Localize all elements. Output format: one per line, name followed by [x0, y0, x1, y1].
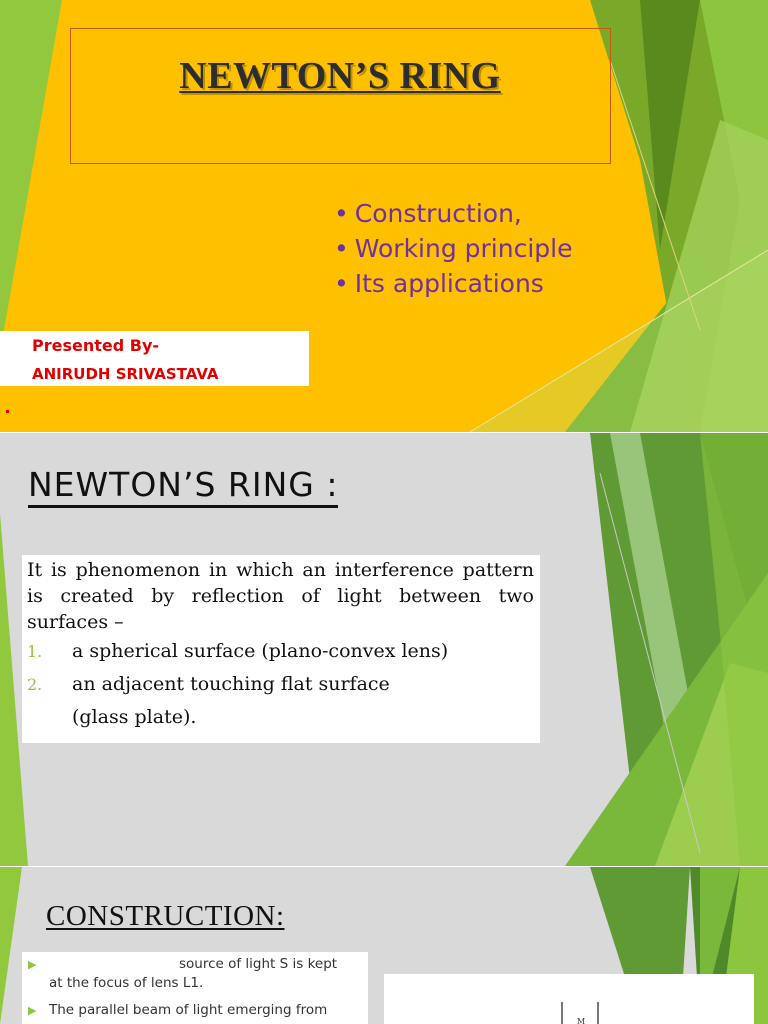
bullet-line: ▶ The parallel beam of light emerging from [28, 1002, 328, 1018]
arrow-bullet-icon: ▶ [28, 958, 37, 971]
list-item: 1. a spherical surface (plano-convex lens) [27, 640, 449, 662]
presented-by-label: Presented By- [32, 336, 160, 355]
definition-textbox [22, 555, 540, 743]
list-item: 2. an adjacent touching flat surface [27, 673, 390, 695]
arrow-bullet-icon: ▶ [28, 1004, 37, 1017]
construction-textbox [22, 952, 368, 1024]
bullet-line-continuation: at the focus of lens L1. [49, 975, 204, 991]
diagram-label-m: M [577, 1017, 586, 1024]
construction-diagram [384, 974, 754, 1024]
slide-title [0, 0, 768, 432]
topic-item: • Working principle [334, 234, 573, 263]
diagram-line [597, 1002, 599, 1024]
presenter-name: ANIRUDH SRIVASTAVA [32, 365, 219, 383]
topic-list [334, 196, 573, 301]
topic-item: • Its applications [334, 269, 544, 298]
slide-construction [0, 867, 768, 1024]
list-item-continuation: (glass plate). [72, 706, 197, 728]
topic-item: • Construction, [334, 199, 522, 228]
definition-paragraph: It is phenomenon in which an interference pattern is created by reflection of light between two surfaces – [27, 559, 534, 633]
section-heading: CONSTRUCTION: [46, 900, 285, 932]
slide-title-heading: NEWTON’S RING [179, 55, 501, 97]
diagram-line [561, 1002, 563, 1024]
bullet-line: ▶ source of light S is kept [28, 956, 338, 972]
section-heading: NEWTON’S RING : [28, 465, 338, 508]
slide-definition [0, 433, 768, 866]
presenter-box [0, 331, 309, 386]
decorative-dot [6, 410, 9, 413]
